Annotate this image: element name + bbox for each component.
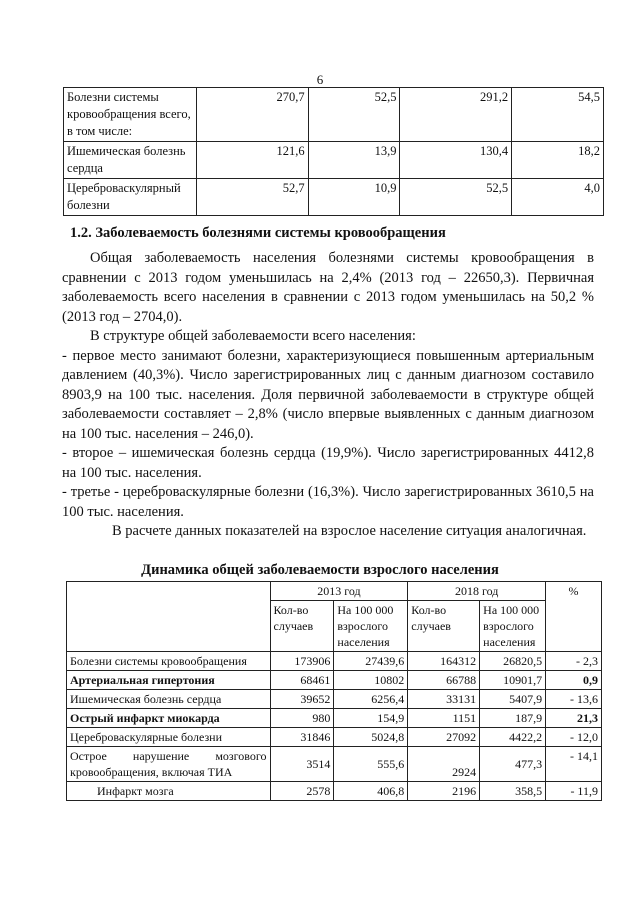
cell-value: 2578 <box>270 782 334 801</box>
cell-value: 52,7 <box>197 179 309 216</box>
percent-header: % <box>546 582 602 652</box>
section-title: 1.2. Заболеваемость болезнями системы кровообращения <box>70 225 446 241</box>
cell-value: 555,6 <box>334 747 408 782</box>
cell-value: 164312 <box>408 652 480 671</box>
table-disease-rates-top <box>63 87 604 216</box>
paragraph: В структуре общей заболеваемости всего населения: <box>90 328 416 344</box>
cell-value: 406,8 <box>334 782 408 801</box>
cell-value: 291,2 <box>400 88 512 142</box>
cell-value: 477,3 <box>480 747 546 782</box>
cell-value: - 14,1 <box>546 747 602 782</box>
paragraph: В расчете данных показателей на взрослое население ситуация аналогичная. <box>112 523 587 539</box>
paragraph: - второе – ишемическая болезнь сердца (19,9%). Число зарегистрированных 4412,8 на 100 тыс. населения. <box>62 445 594 481</box>
paragraph: Общая заболеваемость населения болезнями системы кровообращения в сравнении с 2013 годом уменьшилась на 2,4% (2013 год – 22650,3). Первичная заболеваемость всего населения в сравнении с 2013 годом уменьшилась на 50,2 % (2013 год – 2704,0). <box>62 250 594 325</box>
cell-value: 13,9 <box>308 142 400 179</box>
table-row <box>67 671 602 690</box>
cell-value: 358,5 <box>480 782 546 801</box>
table-row <box>67 728 602 747</box>
cell-value: 10901,7 <box>480 671 546 690</box>
cell-value: 980 <box>270 709 334 728</box>
cell-value: 52,5 <box>400 179 512 216</box>
row-label: Острое нарушение мозгового кровообращения, включая ТИА <box>67 747 271 782</box>
row-label: Цереброваскулярный болезни <box>64 179 197 216</box>
cell-value: 18,2 <box>512 142 604 179</box>
table-row <box>64 142 604 179</box>
cell-value: 33131 <box>408 690 480 709</box>
cell-value: 6256,4 <box>334 690 408 709</box>
subheader-rate-2018: На 100 000 взрослого населения <box>480 601 546 652</box>
row-label: Артериальная гипертония <box>67 671 271 690</box>
cell-value: 26820,5 <box>480 652 546 671</box>
row-label: Цереброваскулярные болезни <box>67 728 271 747</box>
year-header-2013: 2013 год <box>270 582 408 601</box>
cell-value: 10,9 <box>308 179 400 216</box>
cell-value: - 13,6 <box>546 690 602 709</box>
subheader-rate-2013: На 100 000 взрослого населения <box>334 601 408 652</box>
row-label: Острый инфаркт миокарда <box>67 709 271 728</box>
page-number: 6 <box>316 72 324 87</box>
cell-value: 5407,9 <box>480 690 546 709</box>
cell-value: 10802 <box>334 671 408 690</box>
cell-value: - 12,0 <box>546 728 602 747</box>
row-label: Ишемическая болезнь сердца <box>64 142 197 179</box>
subheader-count-2018: Кол-во случаев <box>408 601 480 652</box>
empty-header-cell <box>67 582 271 652</box>
cell-value: 2924 <box>408 747 480 782</box>
cell-value: 0,9 <box>546 671 602 690</box>
cell-value: 31846 <box>270 728 334 747</box>
paragraph: - первое место занимают болезни, характеризующиеся повышенным артериальным давлением (40,3%). Число зарегистрированных лиц с данным диагнозом составило 8903,9 на 100 тыс. населения. Доля первичной заболеваемости в структуре общей заболеваемости составляет – 2,8% (число впервые выявленных с данным диагнозом на 100 тыс. населения – 246,0). <box>62 347 594 442</box>
cell-value: 39652 <box>270 690 334 709</box>
body-text <box>62 249 594 542</box>
cell-value: 66788 <box>408 671 480 690</box>
table-row <box>67 690 602 709</box>
cell-value: 4,0 <box>512 179 604 216</box>
table-row <box>64 179 604 216</box>
cell-value: 4422,2 <box>480 728 546 747</box>
table-row <box>67 747 602 782</box>
table-adult-morbidity <box>66 581 602 801</box>
row-label: Инфаркт мозга <box>67 782 271 801</box>
subheader-count-2013: Кол-во случаев <box>270 601 334 652</box>
table-row <box>64 88 604 142</box>
cell-value: 270,7 <box>197 88 309 142</box>
table-row <box>67 782 602 801</box>
cell-value: 154,9 <box>334 709 408 728</box>
table-title: Динамика общей заболеваемости взрослого населения <box>141 562 499 578</box>
cell-value: 130,4 <box>400 142 512 179</box>
row-label: Болезни системы кровообращения всего, в том числе: <box>64 88 197 142</box>
cell-value: 2196 <box>408 782 480 801</box>
cell-value: - 11,9 <box>546 782 602 801</box>
cell-value: 52,5 <box>308 88 400 142</box>
cell-value: 21,3 <box>546 709 602 728</box>
table-row <box>67 652 602 671</box>
cell-value: 1151 <box>408 709 480 728</box>
cell-value: 121,6 <box>197 142 309 179</box>
table-row <box>67 709 602 728</box>
paragraph: - третье - цереброваскулярные болезни (16,3%). Число зарегистрированных 3610,5 на 100 тыс. населения. <box>62 484 594 520</box>
year-header-2018: 2018 год <box>408 582 546 601</box>
table-header-row <box>67 582 602 601</box>
row-label: Болезни системы кровообращения <box>67 652 271 671</box>
cell-value: 187,9 <box>480 709 546 728</box>
cell-value: 5024,8 <box>334 728 408 747</box>
cell-value: 173906 <box>270 652 334 671</box>
cell-value: 3514 <box>270 747 334 782</box>
cell-value: 54,5 <box>512 88 604 142</box>
row-label: Ишемическая болезнь сердца <box>67 690 271 709</box>
cell-value: 68461 <box>270 671 334 690</box>
cell-value: 27439,6 <box>334 652 408 671</box>
cell-value: - 2,3 <box>546 652 602 671</box>
cell-value: 27092 <box>408 728 480 747</box>
